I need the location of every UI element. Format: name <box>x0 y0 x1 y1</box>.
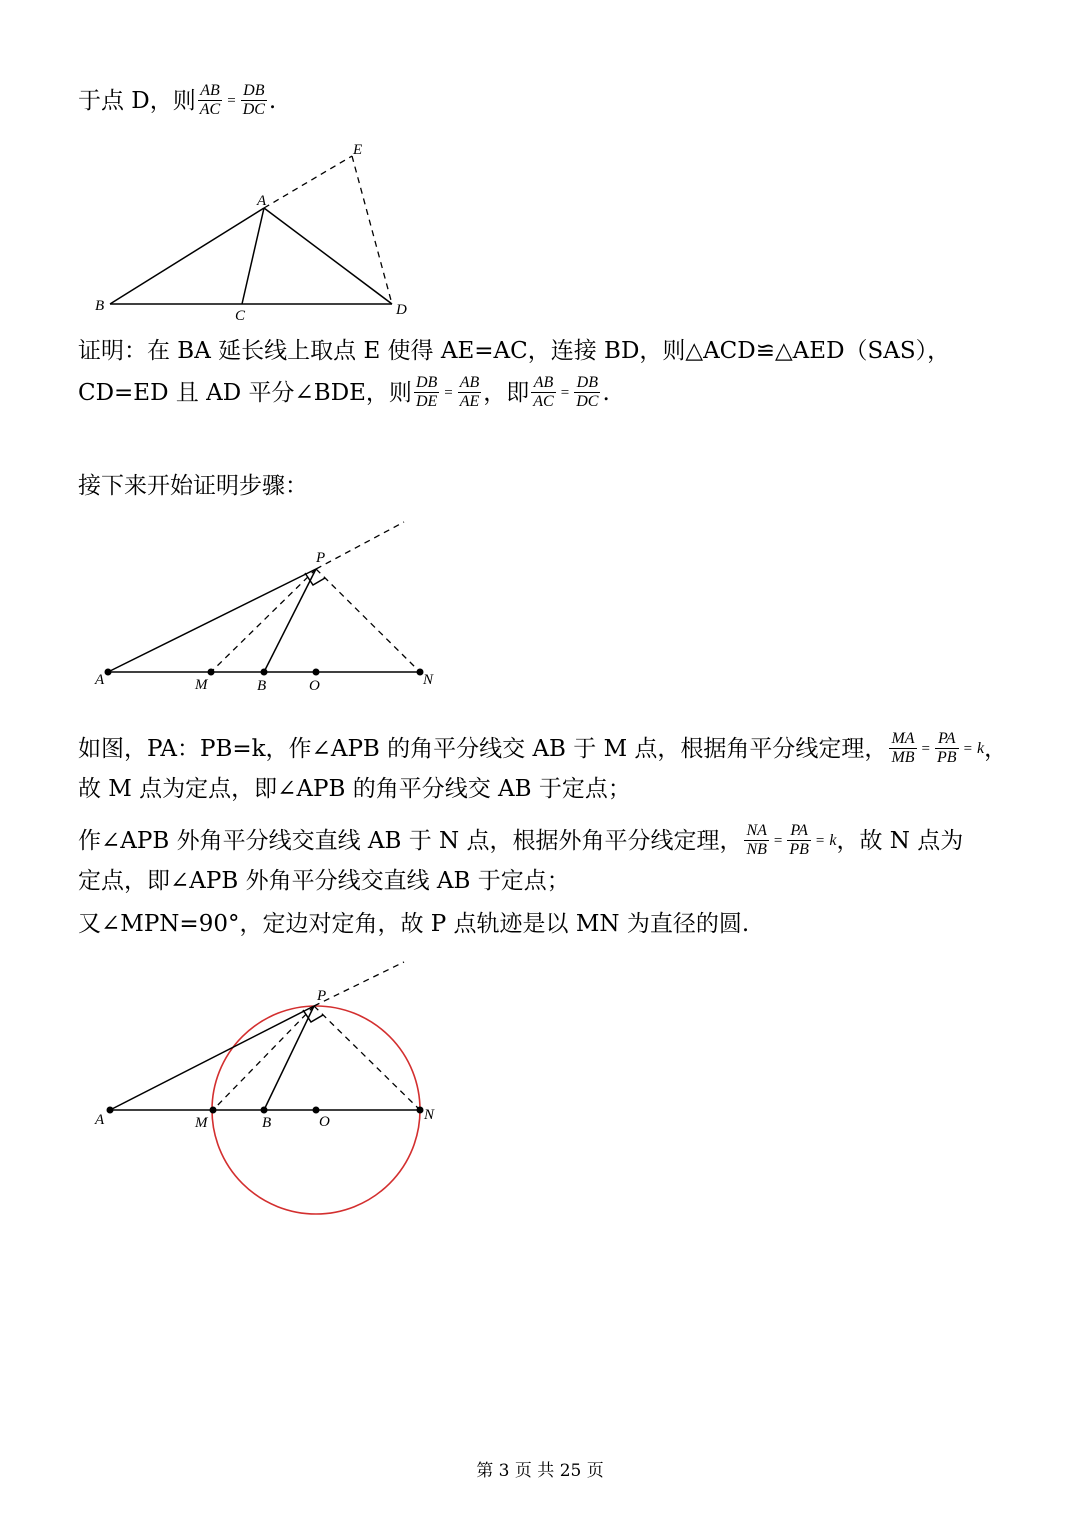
proof-line-1: 证明：在 BA 延长线上取点 E 使得 AE=AC，连接 BD，则△ACD≌△AED（SAS）， <box>78 338 951 364</box>
label-N: N <box>424 1107 435 1123</box>
next-steps-heading: 接下来开始证明步骤： <box>78 473 308 499</box>
label-A: A <box>95 672 105 688</box>
fraction-db-dc: $\frac{DB}{DC}$ <box>242 82 265 118</box>
fraction-na-nb: $\frac{NA}{NB}$ <box>746 822 767 858</box>
fraction-db-de: $\frac{DB}{DE}$ <box>415 374 438 410</box>
label-O: O <box>309 678 320 694</box>
para-line-3: 作∠APB 外角平分线交直线 AB 于 N 点，根据外角平分线定理， $\frac{NA}{NB}$ = $\frac{PA}{PB}$ = k ，故 N 点为 <box>78 822 964 858</box>
label-O: O <box>319 1114 330 1130</box>
label-M: M <box>195 677 208 693</box>
para-line-5: 又∠MPN=90°，定边对定角，故 P 点轨迹是以 MN 为直径的圆. <box>78 911 750 937</box>
fraction-pa-pb: $\frac{PA}{PB}$ <box>937 730 957 766</box>
label-A: A <box>95 1112 105 1128</box>
para-line-2: 故 M 点为定点，即∠APB 的角平分线交 AB 于定点； <box>78 776 631 802</box>
label-B: B <box>95 298 105 314</box>
intro-text: 于点 D，则 <box>78 87 196 114</box>
fraction-ma-mb: $\frac{MA}{MB}$ <box>891 730 915 766</box>
label-N: N <box>423 672 434 688</box>
intro-line: 于点 D，则 $\frac{AB}{AC}$ = $\frac{DB}{DC}$ . <box>78 82 277 118</box>
fraction-pa-pb-2: $\frac{PA}{PB}$ <box>789 822 809 858</box>
label-C: C <box>235 308 246 324</box>
label-A: A <box>257 193 267 209</box>
label-P: P <box>316 550 326 566</box>
label-M: M <box>195 1115 208 1131</box>
label-B: B <box>262 1115 272 1131</box>
para-line-4: 定点，即∠APB 外角平分线交直线 AB 于定点； <box>78 868 570 894</box>
label-B: B <box>257 678 267 694</box>
page-footer: 第 3 页 共 25 页 <box>476 1461 604 1481</box>
proof-line-2: CD=ED 且 AD 平分∠BDE，则 $\frac{DB}{DE}$ = $\frac{AB}{AE}$ ，即 $\frac{AB}{AC}$ = $\frac{DB}{DC}$ . <box>78 374 610 410</box>
fraction-ab-ae: $\frac{AB}{AE}$ <box>459 374 480 410</box>
para-line-1: 如图，PA：PB=k，作∠APB 的角平分线交 AB 于 M 点，根据角平分线定理， $\frac{MA}{MB}$ = $\frac{PA}{PB}$ = k ， <box>78 730 1008 766</box>
fraction-db-dc-2: $\frac{DB}{DC}$ <box>576 374 599 410</box>
label-P: P <box>317 988 327 1004</box>
label-D: D <box>396 302 407 318</box>
label-E: E <box>353 142 363 158</box>
fraction-ab-ac-2: $\frac{AB}{AC}$ <box>533 374 554 410</box>
fraction-ab-ac: $\frac{AB}{AC}$ <box>199 82 221 118</box>
